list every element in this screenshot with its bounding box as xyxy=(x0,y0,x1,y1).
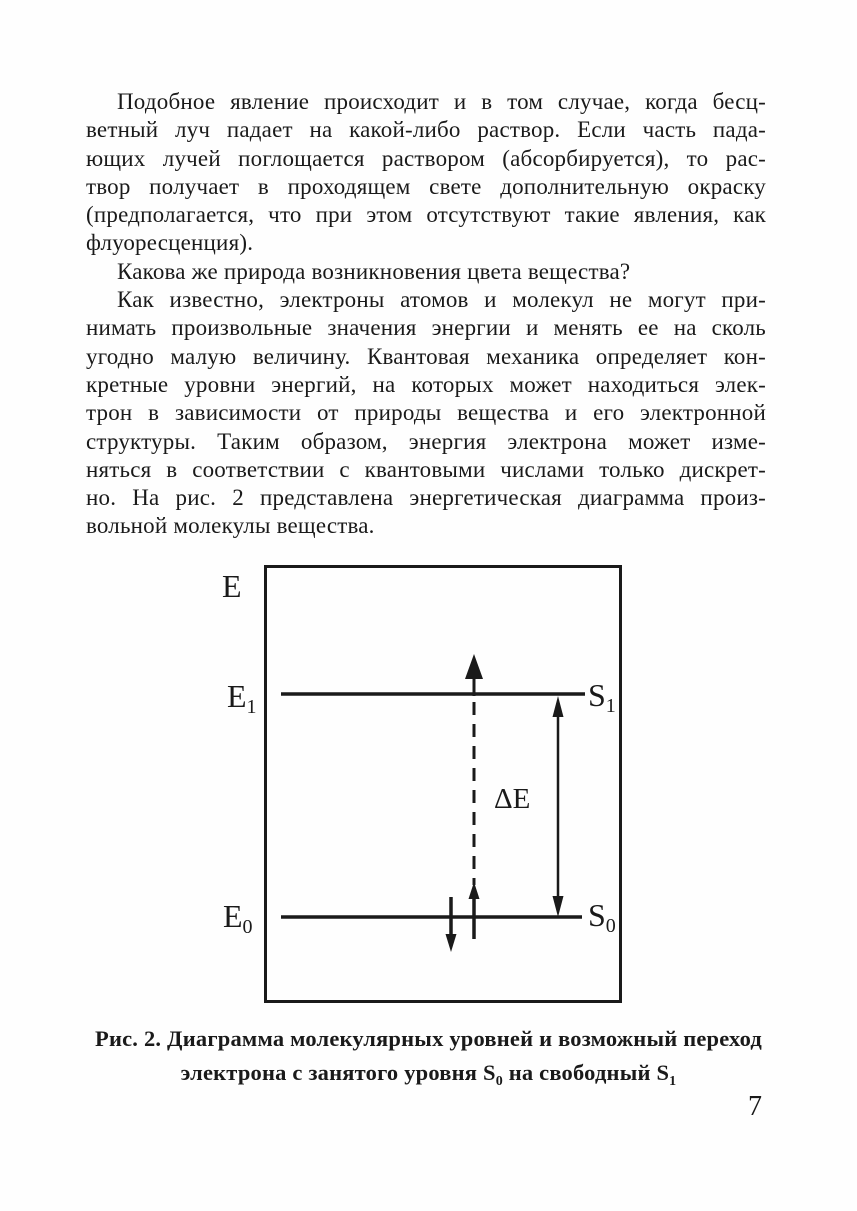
level-label-e0-base: E xyxy=(223,898,243,934)
body-text xyxy=(86,88,766,541)
text-line: Подобное явление происходит и в том случае, когда бесц- xyxy=(117,89,766,114)
paragraph xyxy=(86,286,766,541)
state-label-s0-base: S xyxy=(588,897,606,933)
text-line: кретные уровни энергий, на которых может находиться элек- xyxy=(86,371,766,397)
delta-e-arrowhead-down-icon xyxy=(553,896,564,917)
text-line: угодно малую величину. Квантовая механика определяет кон- xyxy=(86,343,766,369)
axis-label-e: E xyxy=(222,568,242,604)
paragraph xyxy=(86,258,766,286)
text-line: структуры. Таким образом, энергия электрона может изме- xyxy=(86,428,766,454)
delta-e-arrowhead-up-icon xyxy=(553,696,564,717)
text-line: трон в зависимости от природы вещества и его электронной xyxy=(86,400,766,426)
caption-line2-sub0: 0 xyxy=(495,1074,503,1089)
transition-arrowhead-up-icon xyxy=(465,654,483,679)
figure-caption-line1: Рис. 2. Диаграмма молекулярных уровней и возможный переход xyxy=(95,1026,762,1051)
energy-diagram-linework xyxy=(264,565,622,1003)
state-label-s1-base: S xyxy=(588,677,606,713)
text-line: нимать произвольные значения энергии и менять ее на сколь xyxy=(86,315,766,341)
caption-line2-text: на свободный S xyxy=(502,1060,670,1085)
text-line: ветный луч падает на какой-либо раствор. Если часть пада- xyxy=(86,117,766,143)
caption-line2-text: электрона с занятого уровня S xyxy=(180,1060,496,1085)
text-line: Как известно, электроны атомов и молекул не могут при- xyxy=(117,287,766,313)
text-line: няться в соответствии с квантовыми числами только дискрет- xyxy=(86,456,766,482)
state-label-s1-sub: 1 xyxy=(605,695,616,717)
caption-line2-sub1: 1 xyxy=(669,1074,677,1089)
electron-spin-down-arrowhead-icon xyxy=(446,934,457,952)
text-line: ющих лучей поглощается раствором (абсорбируется), то рас- xyxy=(86,145,766,171)
electron-spin-up-arrowhead-icon xyxy=(469,882,480,899)
state-label-s0 xyxy=(588,899,616,936)
state-label-s1 xyxy=(588,679,616,716)
text-line: но. На рис. 2 представлена энергетическая диаграмма произ- xyxy=(86,485,766,511)
delta-e-label: ΔE xyxy=(494,783,531,815)
paragraph xyxy=(86,88,766,258)
text-line: вольной молекулы вещества. xyxy=(86,513,375,539)
level-label-e0-sub: 0 xyxy=(242,916,253,938)
figure-caption-line2 xyxy=(0,1056,857,1099)
diagram-frame xyxy=(266,567,621,1002)
figure-caption xyxy=(0,1022,857,1099)
text-line: флуоресценция). xyxy=(86,230,254,256)
level-label-e0 xyxy=(223,900,253,937)
text-line: твор получает в проходящем свете дополнительную окраску xyxy=(86,173,766,199)
text-line: Какова же природа возникновения цвета вещества? xyxy=(117,258,631,284)
level-label-e1-base: E xyxy=(227,678,247,714)
text-line: (предполагается, что при этом отсутствуют такие явления, как xyxy=(86,202,766,228)
state-label-s0-sub: 0 xyxy=(605,915,616,937)
level-label-e1-sub: 1 xyxy=(246,696,257,718)
level-label-e1 xyxy=(227,680,257,717)
page-number: 7 xyxy=(748,1091,762,1122)
